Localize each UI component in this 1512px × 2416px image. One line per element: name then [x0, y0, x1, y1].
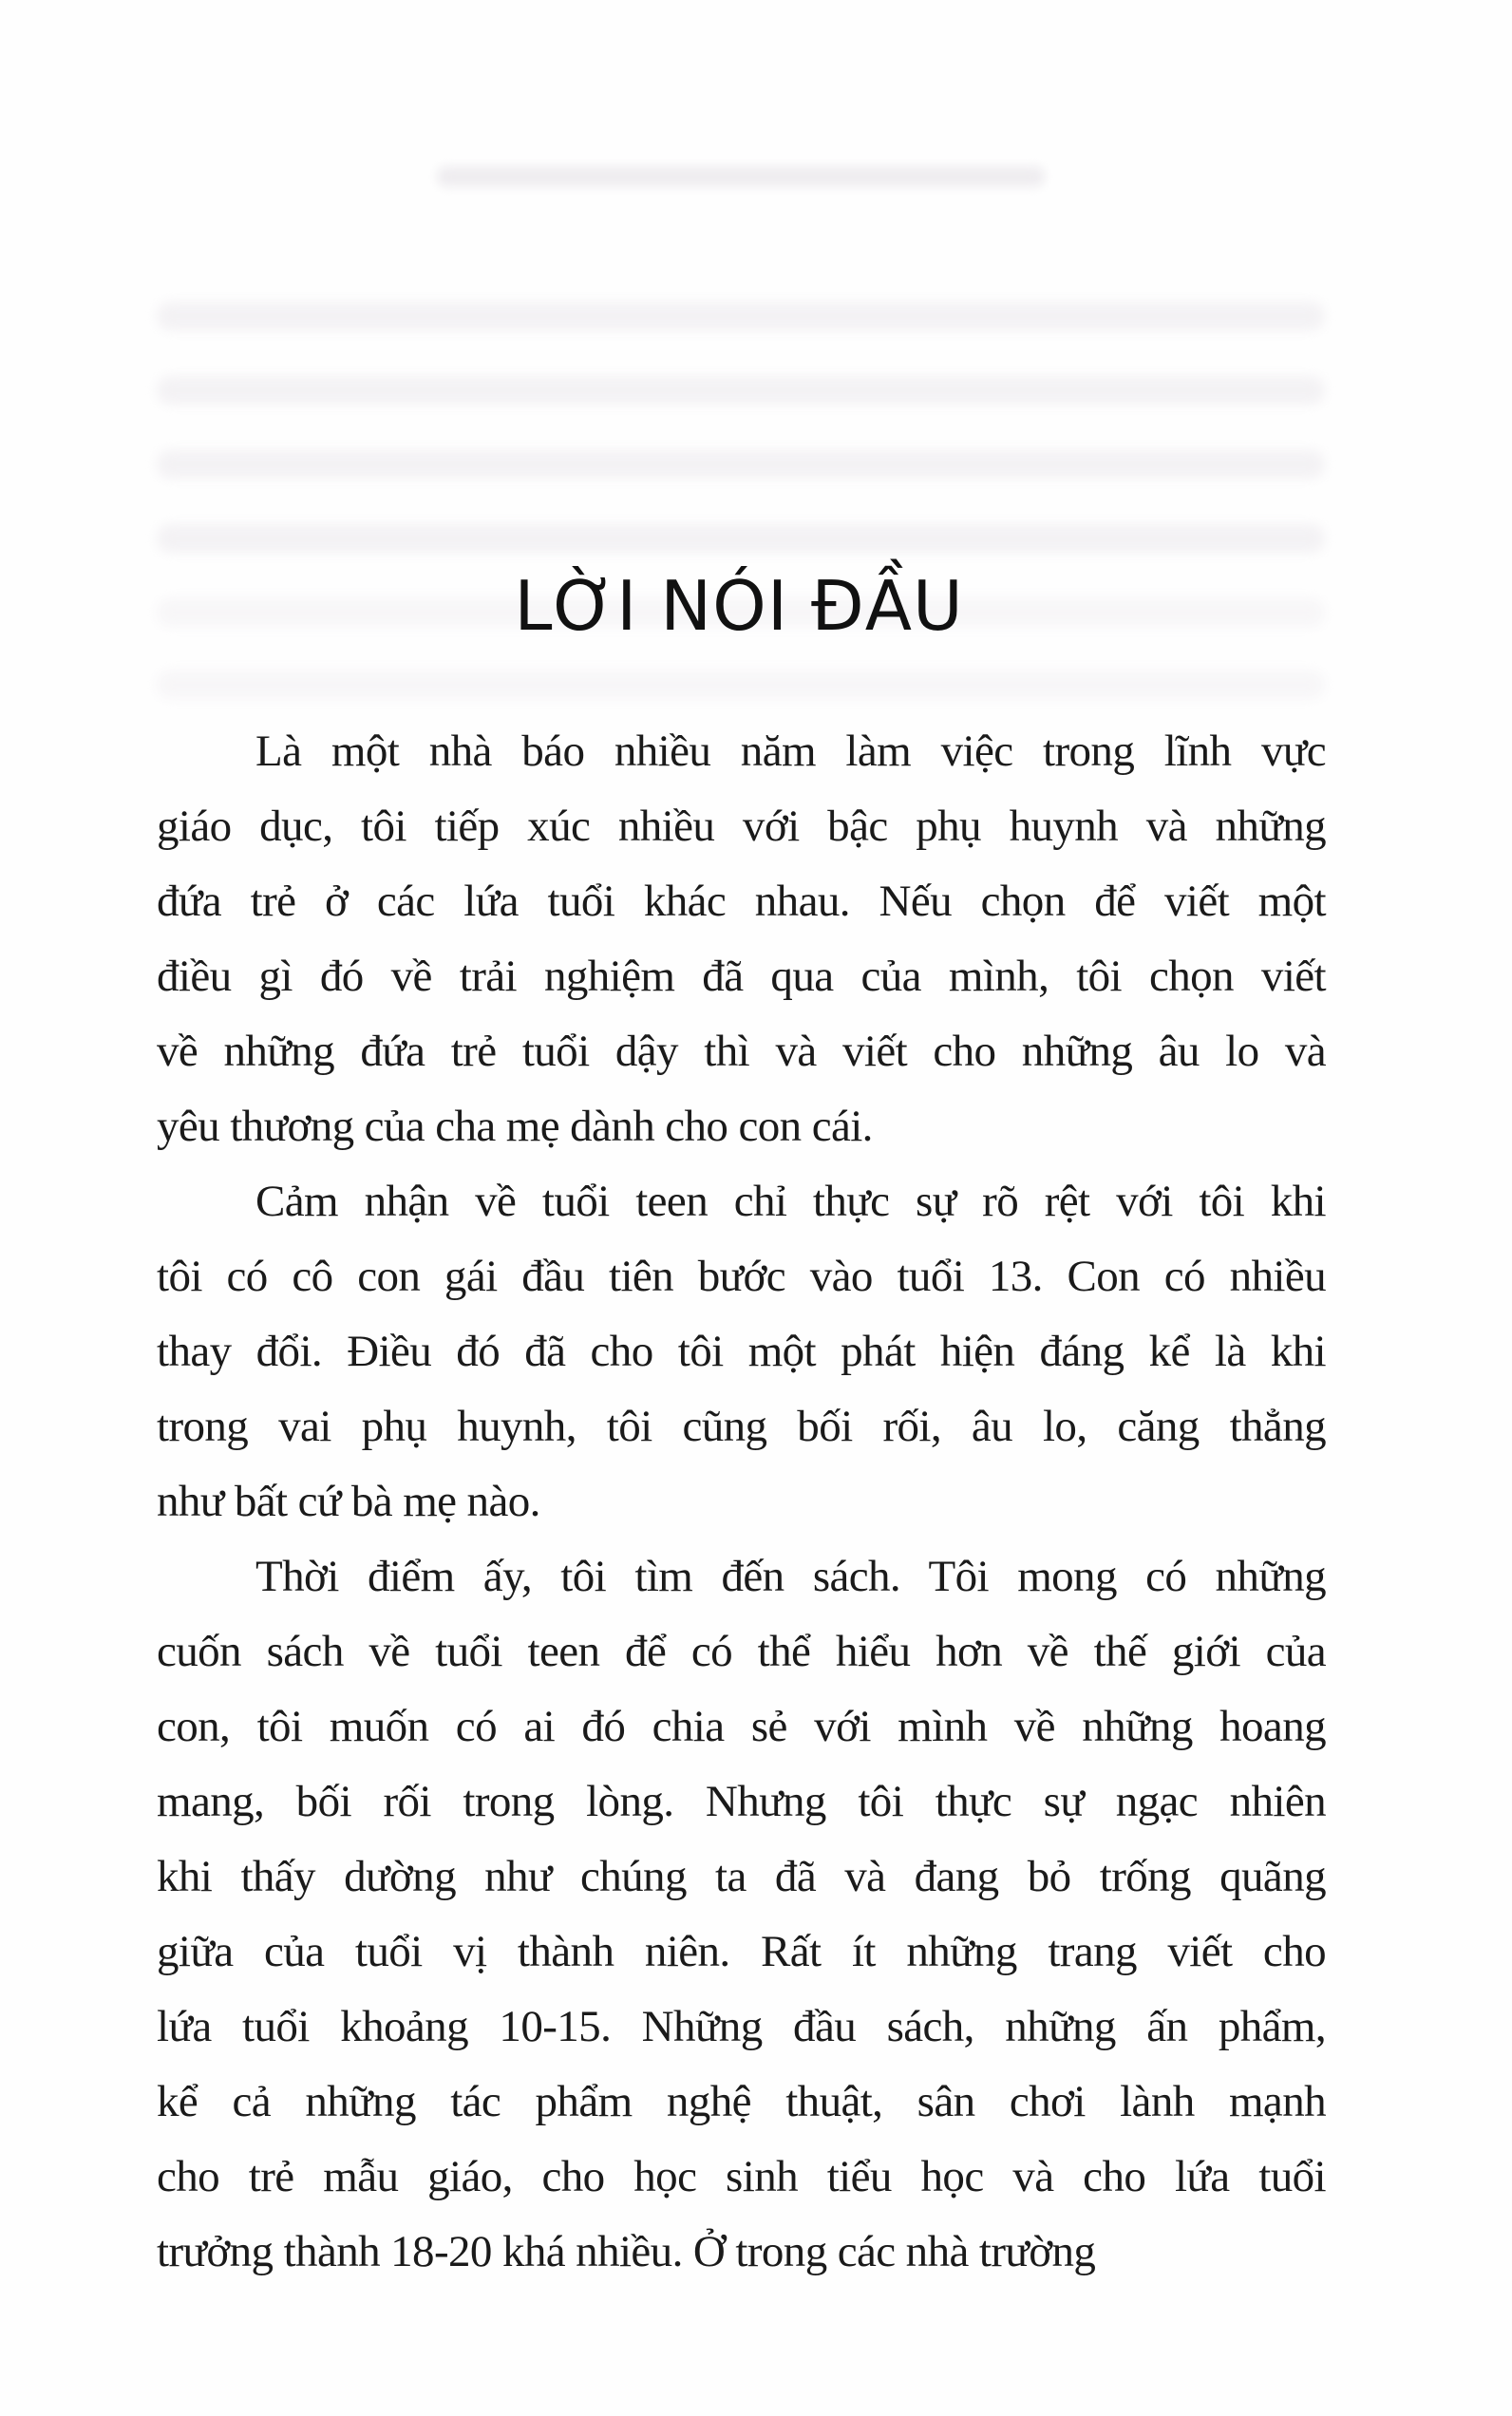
text-line: trưởng thành 18-20 khá nhiều. Ở trong các nhà trường	[157, 2227, 1096, 2276]
text-line: Là một nhà báo nhiều năm làm việc trong lĩnh vực	[255, 727, 1326, 776]
text-line: trong vai phụ huynh, tôi cũng bối rối, âu lo, căng thẳng	[157, 1402, 1326, 1451]
text-line: kể cả những tác phẩm nghệ thuật, sân chơi lành mạnh	[157, 2077, 1326, 2126]
bleed-through-running-head	[437, 166, 1045, 187]
text-line: yêu thương của cha mẹ dành cho con cái.	[157, 1102, 873, 1151]
body-text	[157, 714, 1326, 2290]
text-line: về những đứa trẻ tuổi dậy thì và viết cho những âu lo và	[157, 1027, 1326, 1076]
text-line: lứa tuổi khoảng 10-15. Những đầu sách, những ấn phẩm,	[157, 2002, 1326, 2051]
text-line: thay đổi. Điều đó đã cho tôi một phát hiện đáng kể là khi	[157, 1327, 1326, 1376]
text-line: Thời điểm ấy, tôi tìm đến sách. Tôi mong có những	[255, 1552, 1326, 1601]
paragraph	[157, 1164, 1326, 1539]
text-line: con, tôi muốn có ai đó chia sẻ với mình về những hoang	[157, 1702, 1326, 1751]
text-line: điều gì đó về trải nghiệm đã qua của mình, tôi chọn viết	[157, 952, 1326, 1001]
chapter-title: LỜI NÓI ĐẦU	[514, 566, 964, 646]
text-line: như bất cứ bà mẹ nào.	[157, 1477, 540, 1526]
text-line: giáo dục, tôi tiếp xúc nhiều với bậc phụ huynh và những	[157, 802, 1326, 851]
text-line: đứa trẻ ở các lứa tuổi khác nhau. Nếu chọn để viết một	[157, 877, 1326, 926]
text-line: Cảm nhận về tuổi teen chỉ thực sự rõ rệt với tôi khi	[255, 1177, 1326, 1226]
text-line: cho trẻ mẫu giáo, cho học sinh tiểu học và cho lứa tuổi	[157, 2152, 1326, 2201]
text-line: khi thấy dường như chúng ta đã và đang bỏ trống quãng	[157, 1852, 1326, 1901]
text-line: tôi có cô con gái đầu tiên bước vào tuổi 13. Con có nhiều	[157, 1252, 1326, 1301]
text-line: giữa của tuổi vị thành niên. Rất ít những trang viết cho	[157, 1927, 1326, 1976]
paragraph	[157, 1539, 1326, 2290]
text-line: mang, bối rối trong lòng. Nhưng tôi thực sự ngạc nhiên	[157, 1777, 1326, 1826]
text-line: cuốn sách về tuổi teen để có thể hiểu hơn về thế giới của	[157, 1627, 1326, 1676]
paragraph	[157, 714, 1326, 1164]
